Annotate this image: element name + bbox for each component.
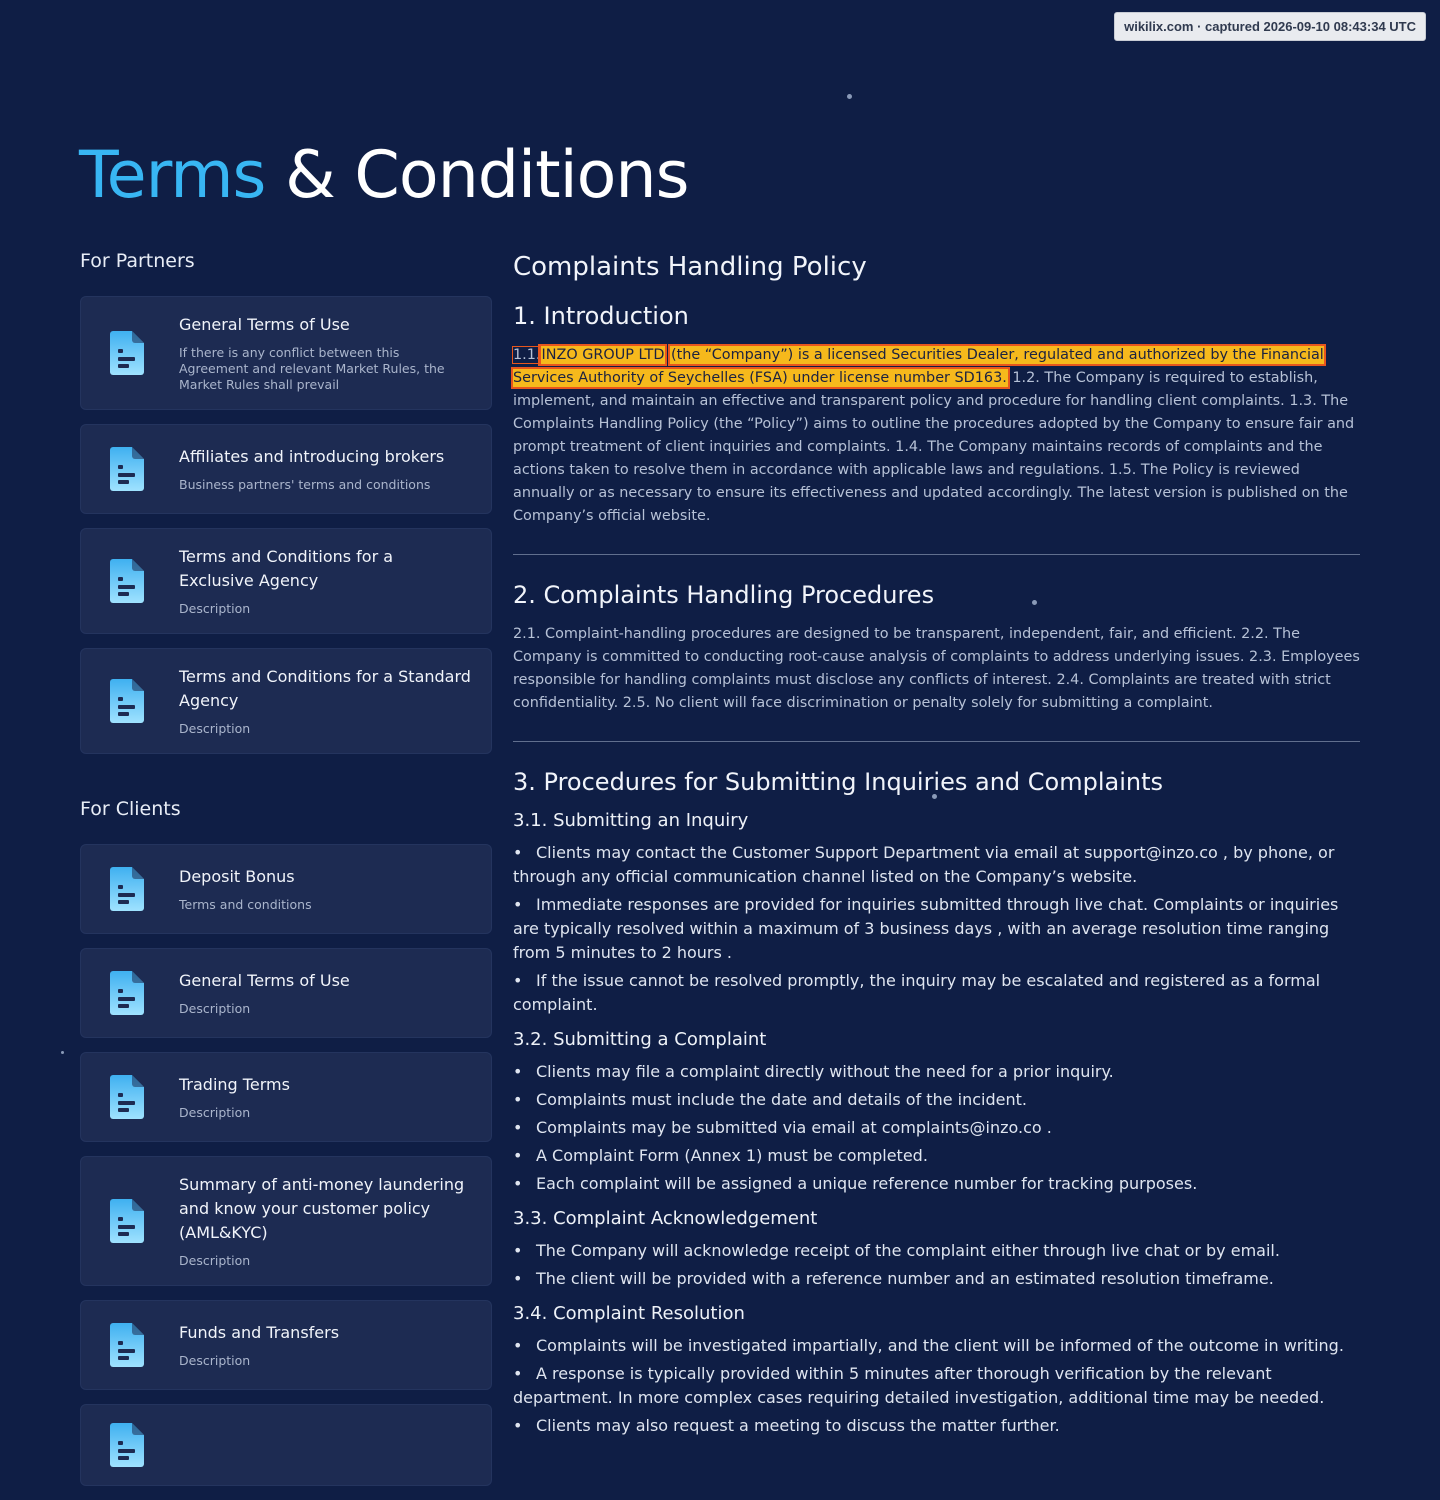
document-icon xyxy=(107,1197,147,1245)
introduction-text xyxy=(513,344,1360,528)
subsection-complaint: 3.2. Submitting a Complaint xyxy=(513,1029,767,1050)
sidebar-card-aml-kyc[interactable] xyxy=(80,1156,492,1286)
highlight-company-name: INZO GROUP LTD xyxy=(541,347,665,363)
card-title: Trading Terms xyxy=(179,1075,290,1094)
sidebar-card-deposit-bonus[interactable] xyxy=(80,844,492,934)
decorative-dot xyxy=(61,1051,64,1054)
list-item: • Clients may file a complaint directly without the need for a prior inquiry. xyxy=(513,1060,1360,1084)
document-icon xyxy=(107,677,147,725)
procedures-text: 2.1. Complaint-handling procedures are designed to be transparent, independent, fair, and efficient. 2.2. The Company is committed to conducting root-cause analysis of complaints to address underlying issues. 2.3. Employees responsible for handling complaints must disclose any conflicts of interest. 2.4. Complaints are treated with strict confidentiality. 2.5. No client will face discrimination or penalty solely for submitting a complaint. xyxy=(513,626,1360,711)
card-description: If there is any conflict between this Agreement and relevant Market Rules, the Market Rules shall prevail xyxy=(179,345,445,392)
list-item: • A Complaint Form (Annex 1) must be completed. xyxy=(513,1144,1360,1168)
highlight-license-statement: (the “Company”) is a licensed Securities Dealer, regulated and authorized by the Financial Services Authority of Seychelles (FSA) under license number SD163. xyxy=(513,347,1324,386)
sidebar-card-affiliates[interactable] xyxy=(80,424,492,514)
document-icon xyxy=(107,1073,147,1121)
sidebar-card-partners-general-terms[interactable] xyxy=(80,296,492,410)
policy-content xyxy=(513,252,1360,1442)
card-description: Description xyxy=(179,1353,251,1368)
card-description: Description xyxy=(179,721,251,736)
card-title: Deposit Bonus xyxy=(179,867,295,886)
section-divider xyxy=(513,554,1360,555)
list-item: • A response is typically provided within 5 minutes after thorough verification by the relevant department. In more complex cases requiring detailed investigation, additional time may be needed. xyxy=(513,1362,1360,1410)
card-title: Funds and Transfers xyxy=(179,1323,340,1342)
sidebar xyxy=(80,250,492,1500)
list-item: • The Company will acknowledge receipt of the complaint either through live chat or by email. xyxy=(513,1239,1360,1263)
document-icon xyxy=(107,1421,147,1469)
card-description: Description xyxy=(179,1253,251,1268)
capture-watermark: wikilix.com · captured 2026-09-10 08:43:34 UTC xyxy=(1114,12,1426,41)
acknowledgement-list xyxy=(513,1239,1360,1291)
card-description: Terms and conditions xyxy=(179,897,312,912)
clients-heading: For Clients xyxy=(80,798,181,820)
section-heading-submitting: 3. Procedures for Submitting Inquiries and Complaints xyxy=(513,768,1164,796)
document-icon xyxy=(107,969,147,1017)
list-item: • Complaints will be investigated impartially, and the client will be informed of the outcome in writing. xyxy=(513,1334,1360,1358)
list-item: • Each complaint will be assigned a unique reference number for tracking purposes. xyxy=(513,1172,1360,1196)
list-item: • Clients may also request a meeting to discuss the matter further. xyxy=(513,1414,1360,1438)
list-item: • Complaints must include the date and details of the incident. xyxy=(513,1088,1360,1112)
sidebar-card-clients-general-terms[interactable] xyxy=(80,948,492,1038)
sidebar-card-partial[interactable] xyxy=(80,1404,492,1486)
list-item: • Complaints may be submitted via email at complaints@inzo.co . xyxy=(513,1116,1360,1140)
card-description: Description xyxy=(179,1001,251,1016)
section-heading-procedures: 2. Complaints Handling Procedures xyxy=(513,581,935,609)
sidebar-card-standard-agency[interactable] xyxy=(80,648,492,754)
card-title: Terms and Conditions for a Standard Agency xyxy=(179,667,471,710)
card-description: Description xyxy=(179,601,251,616)
subsection-resolution: 3.4. Complaint Resolution xyxy=(513,1303,745,1324)
list-item: • Clients may contact the Customer Support Department via email at support@inzo.co , by phone, or through any official communication channel listed on the Company’s website. xyxy=(513,841,1360,889)
complaint-list xyxy=(513,1060,1360,1196)
document-icon xyxy=(107,329,147,377)
card-title: Summary of anti-money laundering and know your customer policy (AML&KYC) xyxy=(179,1175,465,1242)
section-heading-introduction: 1. Introduction xyxy=(513,302,689,330)
sidebar-card-exclusive-agency[interactable] xyxy=(80,528,492,634)
document-icon xyxy=(107,1321,147,1369)
card-title: General Terms of Use xyxy=(179,971,350,990)
document-icon xyxy=(107,557,147,605)
subsection-inquiry: 3.1. Submitting an Inquiry xyxy=(513,810,749,831)
page-title-accent: Terms xyxy=(79,138,266,213)
card-description: Business partners' terms and conditions xyxy=(179,477,431,492)
partners-heading: For Partners xyxy=(80,250,195,272)
card-description: Description xyxy=(179,1105,251,1120)
clause-number: 1.1. xyxy=(513,347,541,363)
inquiry-list xyxy=(513,841,1360,1017)
document-icon xyxy=(107,865,147,913)
document-icon xyxy=(107,445,147,493)
card-title: Affiliates and introducing brokers xyxy=(179,447,445,466)
subsection-acknowledgement: 3.3. Complaint Acknowledgement xyxy=(513,1208,818,1229)
list-item: • Immediate responses are provided for inquiries submitted through live chat. Complaints or inquiries are typically resolved within a maximum of 3 business days , with an average resolution time ranging from 5 minutes to 2 hours . xyxy=(513,893,1360,965)
resolution-list xyxy=(513,1334,1360,1438)
page-title-rest: & Conditions xyxy=(265,138,689,213)
page-title xyxy=(79,138,688,213)
list-item: • If the issue cannot be resolved promptly, the inquiry may be escalated and registered as a formal complaint. xyxy=(513,969,1360,1017)
card-title: Terms and Conditions for a Exclusive Agency xyxy=(179,547,394,590)
section-divider xyxy=(513,741,1360,742)
list-item: • The client will be provided with a reference number and an estimated resolution timeframe. xyxy=(513,1267,1360,1291)
sidebar-card-trading-terms[interactable] xyxy=(80,1052,492,1142)
sidebar-card-funds-transfers[interactable] xyxy=(80,1300,492,1390)
decorative-dot xyxy=(847,94,852,99)
introduction-body: 1.2. The Company is required to establish, implement, and maintain an effective and transparent policy and procedure for handling client complaints. 1.3. The Complaints Handling Policy (the “Policy”) aims to outline the procedures adopted by the Company to ensure fair and prompt treatment of client inquiries and complaints. 1.4. The Company maintains records of complaints and the actions taken to resolve them in accordance with applicable laws and regulations. 1.5. The Policy is reviewed annually or as necessary to ensure its effectiveness and updated accordingly. The latest version is published on the Company’s official website. xyxy=(513,370,1355,524)
card-title: General Terms of Use xyxy=(179,315,350,334)
policy-title: Complaints Handling Policy xyxy=(513,252,867,282)
